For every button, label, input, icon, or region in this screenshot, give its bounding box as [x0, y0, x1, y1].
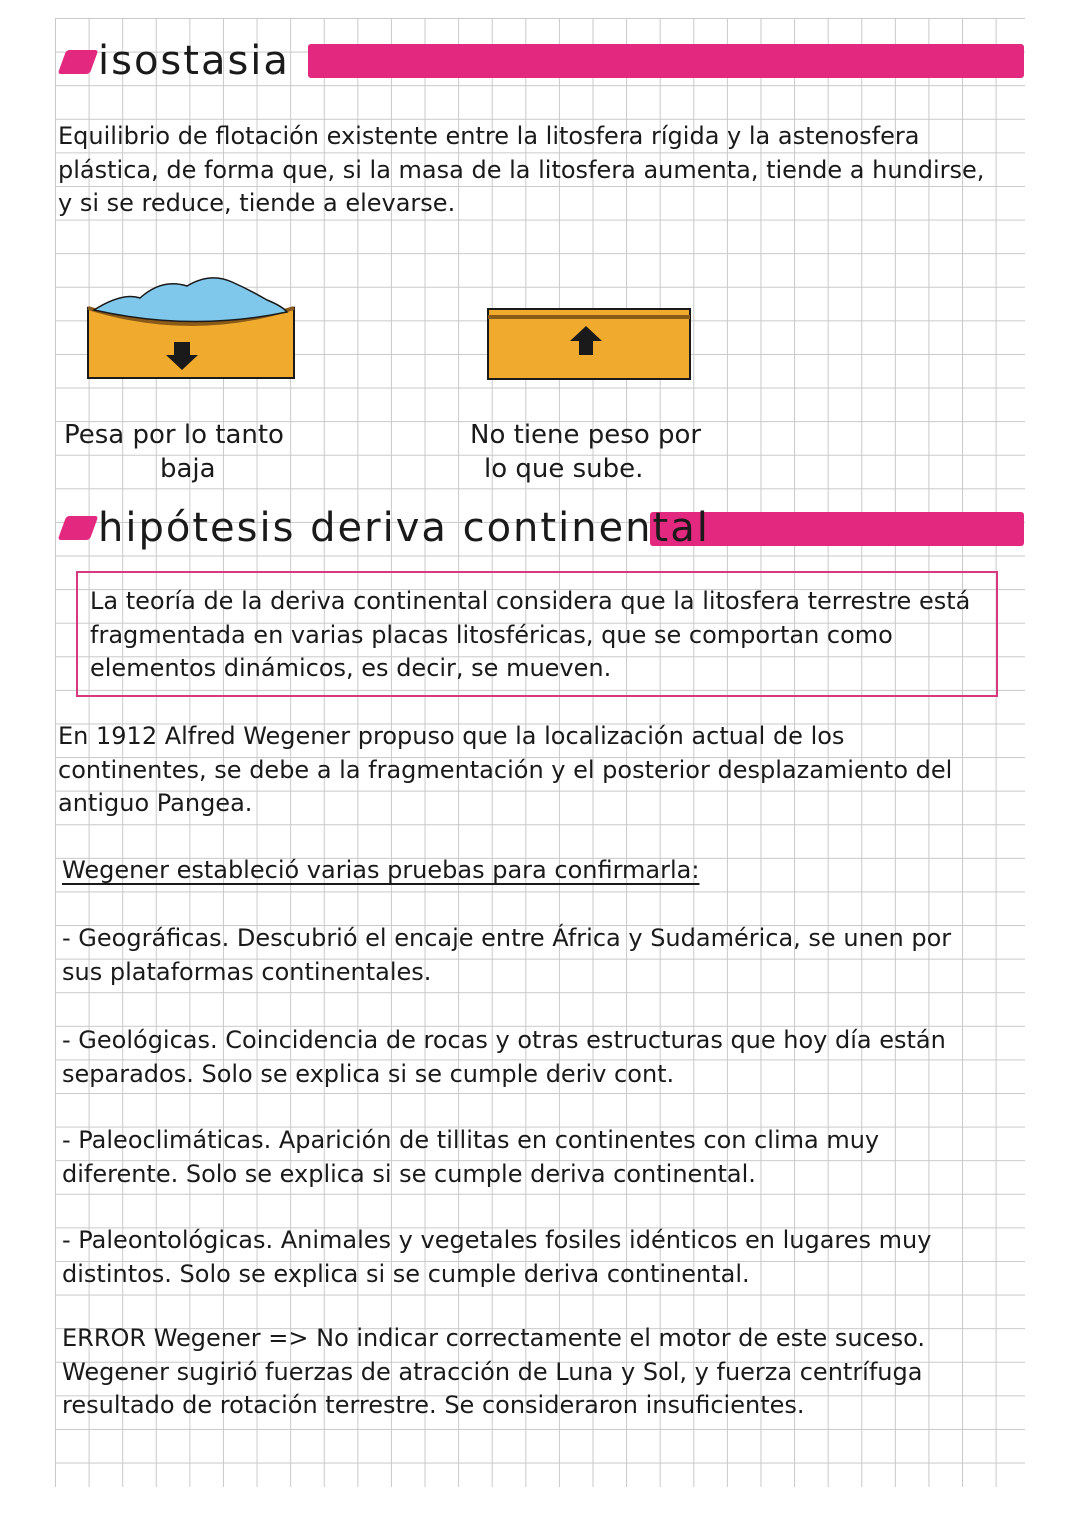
deriva-definition: La teoría de la deriva continental considera que la litosfera terrestre está fragmentada en varias placas litosféricas, que se comportan como elementos dinámicos, es decir, se mueven.: [90, 587, 971, 682]
section-title-deriva-continental: hipótesis deriva continental: [98, 505, 710, 551]
proof-item-geograficas: - Geográficas. Descubrió el encaje entre África y Sudamérica, se unen por sus plataformas continentales.: [62, 924, 952, 986]
diagram-left-caption-line1: Pesa por lo tanto: [64, 420, 284, 450]
heading-highlight-marker: [58, 516, 99, 540]
ice-mass-icon: [94, 278, 287, 322]
isostasy-rising-diagram: [484, 305, 694, 381]
heading-highlight-marker: [58, 50, 99, 74]
page-margin-left: [0, 0, 55, 1527]
isostasy-sinking-diagram: [82, 270, 302, 382]
wegener-intro: En 1912 Alfred Wegener propuso que la localización actual de los continentes, se debe a la fragmentación y el posterior desplazamiento del antiguo Pangea.: [58, 722, 953, 817]
proof-item-paleoclimaticas: - Paleoclimáticas. Aparición de tillitas en continentes con clima muy diferente. Solo se explica si se cumple deriva continental.: [62, 1126, 880, 1188]
diagram-right-caption-line1: No tiene peso por: [470, 420, 702, 450]
proof-item-geologicas: - Geológicas. Coincidencia de rocas y otras estructuras que hoy día están separados. Solo se explica si se cumple deriv cont.: [62, 1026, 946, 1088]
wegener-error-note: ERROR Wegener => No indicar correctamente el motor de este suceso. Wegener sugirió fuerzas de atracción de Luna y Sol, y fuerza centrífuga resultado de rotación terrestre. Se consideraron insuficientes.: [62, 1324, 925, 1419]
page-margin-right: [1025, 0, 1080, 1527]
diagram-right-caption-line2: lo que sube.: [484, 454, 644, 484]
diagram-left-caption-line2: baja: [160, 454, 216, 484]
isostasia-definition: Equilibrio de flotación existente entre la litosfera rígida y la astenosfera plástica, de forma que, si la masa de la litosfera aumenta, tiende a hundirse, y si se reduce, tiende a elevarse.: [58, 122, 985, 217]
proofs-heading: Wegener estableció varias pruebas para confirmarla:: [62, 856, 700, 884]
proof-item-paleontologicas: - Paleontológicas. Animales y vegetales fosiles idénticos en lugares muy distintos. Solo se explica si se cumple deriva continental.: [62, 1226, 932, 1288]
heading-highlight-bar: [308, 44, 1024, 78]
page-margin-top: [0, 0, 1080, 18]
section-title-isostasia: isostasia: [98, 38, 290, 84]
page-margin-bottom: [0, 1487, 1080, 1527]
